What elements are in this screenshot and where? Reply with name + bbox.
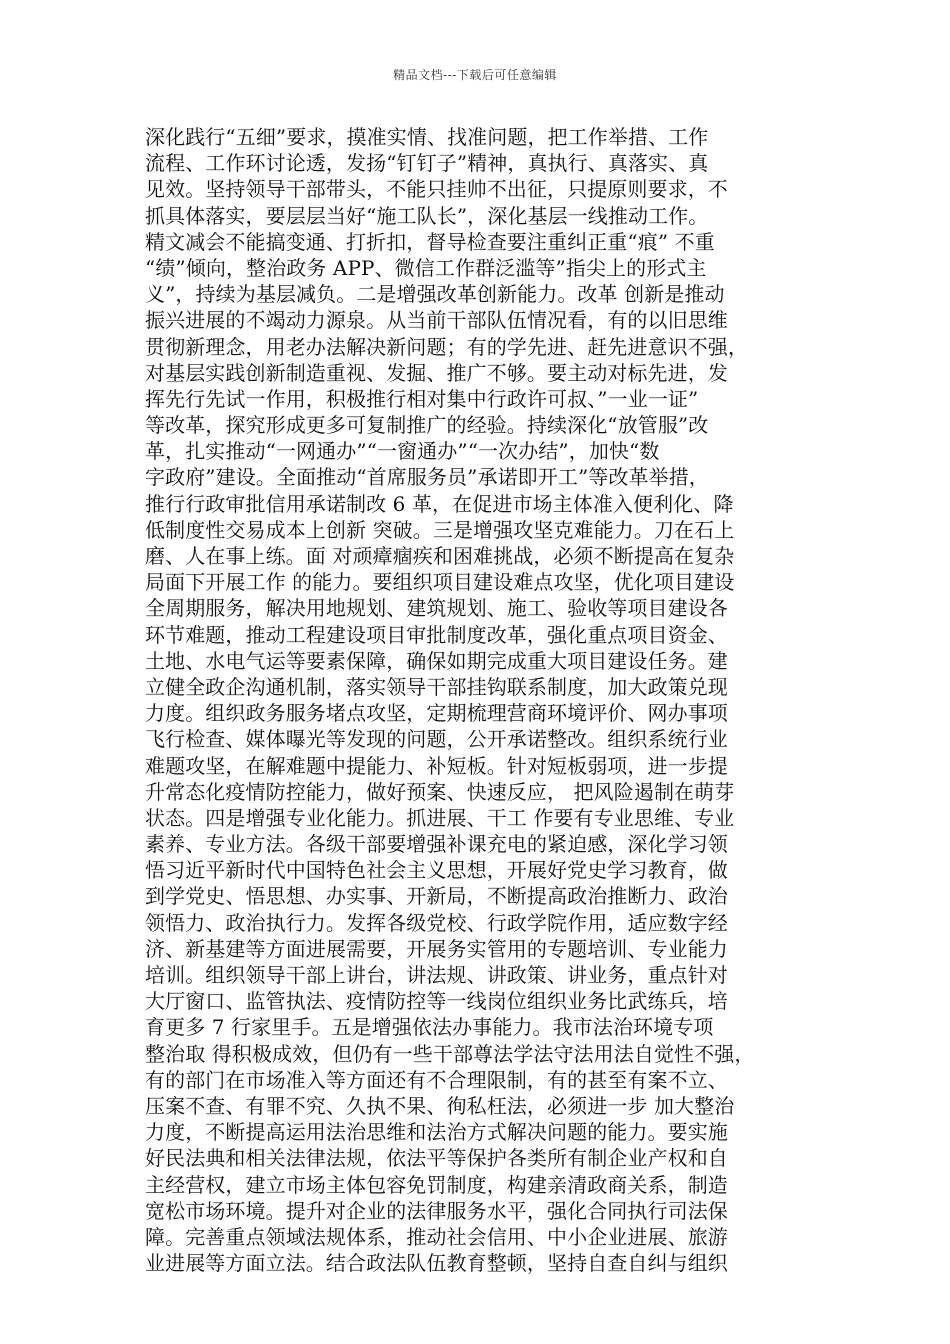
text-line: 土地、水电气运等要素保障，确保如期完成重大项目建设任务。建	[145, 648, 728, 673]
text-line: 磨、人在事上练。面 对顽瘴痼疾和困难挑战，必须不断提高在复杂	[145, 544, 735, 568]
text-line: 领悟力、政治执行力。发挥各级党校、行政学院作用，适应数字经	[145, 910, 728, 935]
text-line: 障。完善重点领域法规体系，推动社会信用、中小企业进展、旅游	[145, 1224, 728, 1249]
text-line: 力度。组织政务服务堵点攻坚，定期梳理营商环境评价、网办事项	[145, 701, 728, 726]
text-line: 深化践行“五细”要求，摸准实情、找准问题，把工作举措、工作	[145, 125, 709, 149]
text-line: 升常态化疫情防控能力，做好预案、快速反应， 把风险遏制在萌芽	[145, 779, 735, 804]
text-line: 挥先行先试一作用，积极推行相对集中行政许可叔、”一业一证”	[145, 386, 699, 411]
text-line: 力度，不断提高运用法治思维和法治方式解决问题的能力。要实施	[145, 1120, 728, 1145]
text-line: “绩”倾向，整治政务 APP、微信工作群泛滥等”指尖上的形式主	[145, 255, 707, 280]
text-line: 振兴进展的不竭动力源泉。从当前干部队伍情况看，有的以旧思维	[145, 308, 728, 333]
text-line: 局面下开展工作 的能力。要组织项目建设难点攻坚，优化项目建设	[145, 570, 735, 595]
page-header: 精品文档---下载后可任意编辑	[393, 68, 557, 82]
text-line: 飞行检查、媒体曝光等发现的问题，公开承诺整改。组织系统行业	[145, 727, 728, 752]
text-line: 革，扎实推动“一网通办”“一窗通办”“一次办结”，加快“数	[145, 439, 660, 464]
text-line: 业进展等方面立法。结合政法队伍教育整顿，坚持自查自纠与组织	[145, 1251, 728, 1276]
text-line: 压案不查、有罪不究、久执不果、徇私枉法，必须进一步 加大整治	[145, 1093, 735, 1118]
text-line: 贯彻新理念，用老办法解决新问题；有的学先进、赶先进意识不强，	[145, 334, 748, 359]
text-line: 好民法典和相关法律法规，依法平等保护各类所有制企业产权和自	[145, 1146, 728, 1171]
text-line: 难题攻坚，在解难题中提能力、补短板。针对短板弱项，进一步提	[145, 753, 728, 778]
text-line: 济、新基建等方面进展需要，开展务实管用的专题培训、专业能力	[145, 936, 728, 961]
text-line: 主经营权，建立市场主体包容免罚制度，构建亲清政商关系，制造	[145, 1172, 728, 1197]
text-line: 低制度性交易成本上创新 突破。三是增强攻坚克难能力。刀在石上	[145, 517, 735, 542]
text-line: 有的部门在市场准入等方面还有不合理限制，有的甚至有案不立、	[145, 1067, 728, 1092]
text-line: 育更多 7 行家里手。五是增强依法办事能力。我市法治环境专项	[145, 1015, 714, 1040]
text-line: 到学党史、悟思想、办实事、开新局，不断提高政治推断力、政治	[145, 884, 728, 909]
text-line: 等改革，探究形成更多可复制推广的经验。持续深化“放管服”改	[145, 413, 709, 438]
text-line: 对基层实践创新制造重视、发掘、推广不够。要主动对标先进，发	[145, 360, 728, 385]
text-line: 全周期服务，解决用地规划、建筑规划、施工、验收等项目建设各	[145, 596, 728, 621]
text-line: 义”，持续为基层减负。二是增强改革创新能力。改革 创新是推动	[145, 282, 725, 307]
text-line: 立健全政企沟通机制，落实领导干部挂钩联系制度，加大政策兑现	[145, 674, 728, 699]
text-line: 见效。坚持领导干部带头，不能只挂帅不出征，只提原则要求，不	[145, 177, 728, 202]
text-line: 字政府”建设。全面推动“首席服务员”承诺即开工”等改革举措，	[145, 465, 709, 490]
text-line: 悟习近平新时代中国特色社会主义思想，开展好党史学习教育，做	[145, 858, 728, 883]
text-line: 整治取 得积极成效，但仍有一些干部尊法学法守法用法自觉性不强，	[145, 1041, 755, 1066]
document-body	[145, 124, 825, 1276]
text-line: 流程、工作环讨论透，发扬“钉钉子”精神，真执行、真落实、真	[145, 151, 709, 176]
text-line: 推行行政审批信用承诺制改 6 革，在促进市场主体准入便利化、降	[145, 491, 734, 516]
text-line: 宽松市场环境。提升对企业的法律服务水平，强化合同执行司法保	[145, 1198, 728, 1223]
text-line: 素养、专业方法。各级干部要增强补课充电的紧迫感，深化学习领	[145, 832, 728, 857]
text-line: 抓具体落实，要层层当好“施工队长”，深化基层一线推动工作。	[145, 203, 709, 228]
text-line: 状态。四是增强专业化能力。抓进展、干工 作要有专业思维、专业	[145, 805, 735, 830]
text-line: 大厅窗口、监管执法、疫情防控等一线岗位组织业务比武练兵，培	[145, 989, 728, 1014]
text-line: 精文减会不能搞变通、打折扣，督导检查要注重纠正重“痕” 不重	[145, 229, 715, 254]
text-line: 培训。组织领导干部上讲台，讲法规、讲政策、讲业务，重点针对	[145, 963, 728, 987]
text-line: 环节难题，推动工程建设项目审批制度改革，强化重点项目资金、	[145, 622, 728, 647]
